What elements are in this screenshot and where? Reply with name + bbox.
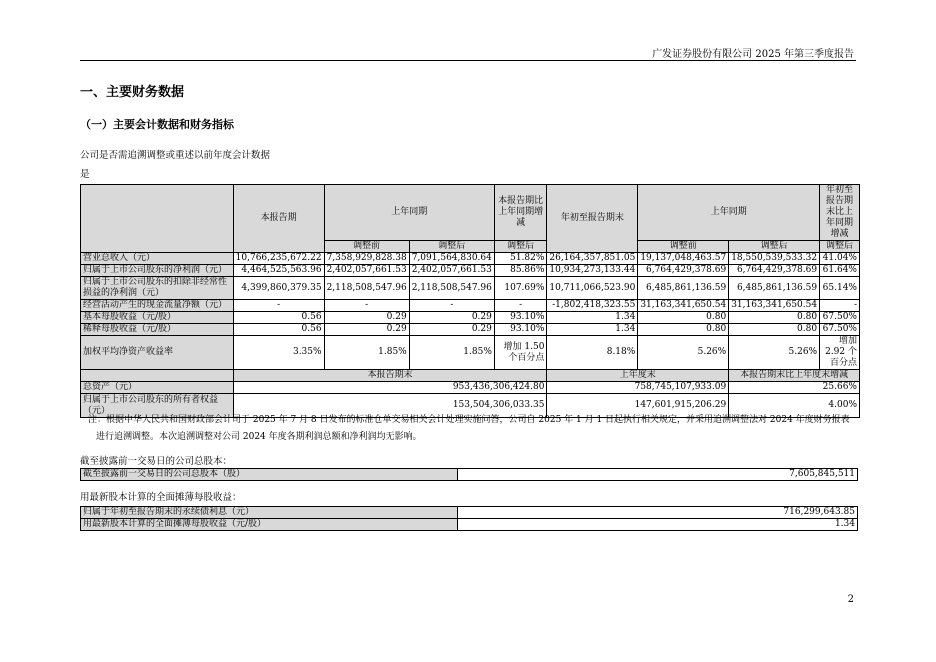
restatement-note: 注：根据中华人民共和国财政部会计司于 2025 年 7 月 8 日发布的标准仓单交易相关会计处理实施问答，公司自 2025 年 1 月 1 日起执行相关规定，并采用追溯调整法对 2024 年度财务报表进行追溯调整。本次追溯调整对公司 2024 年度各期利润总额和净利润均无影响。: [88, 415, 850, 442]
col-prev-period: 上年同期: [324, 185, 494, 241]
restatement-question: 公司是否需追溯调整或重述以前年度会计数据: [80, 150, 271, 161]
cell: -: [820, 300, 860, 312]
col-prev-ytd: 上年同期: [638, 185, 820, 241]
cell: 26,164,357,851.05: [547, 253, 638, 265]
share-capital-table: [80, 468, 858, 481]
table-row: [81, 382, 860, 394]
cell: -: [233, 300, 324, 312]
cell: 41.04%: [820, 253, 860, 265]
col-adj: 调整后: [494, 241, 547, 253]
section-title: 一、主要财务数据: [80, 85, 185, 100]
subsection-title: （一）主要会计数据和财务指标: [80, 118, 234, 131]
cell: 6,764,429,378.69: [638, 265, 729, 277]
cell: 85.86%: [494, 265, 547, 277]
table-row: [81, 277, 860, 300]
cell: 1.34: [547, 324, 638, 336]
cell: 0.80: [638, 312, 729, 324]
cell: 1.34: [547, 312, 638, 324]
col-ytd: 年初至报告期末: [547, 185, 638, 253]
table-row: [81, 312, 860, 324]
eps-intro: 用最新股本计算的全面摊薄每股收益：: [80, 492, 242, 503]
header-blank: [81, 185, 234, 253]
cell: 4.00%: [729, 394, 860, 418]
table-row: [81, 265, 860, 277]
shares-label: 截至披露前一交易日的公司总股本（股）: [81, 469, 458, 481]
cell: 1.85%: [324, 336, 409, 370]
header-rule: [80, 60, 856, 61]
col-ytd-change: 年初至报告期末比上年同期增减: [820, 185, 860, 241]
cell: 10,934,273,133.44: [547, 265, 638, 277]
cell: 4,464,525,563.96: [233, 265, 324, 277]
cell: 716,299,643.85: [458, 507, 858, 519]
shares-value: 7,605,845,511: [458, 469, 858, 481]
cell: 0.56: [233, 324, 324, 336]
cell: 25.66%: [729, 382, 860, 394]
row-label: 基本每股收益（元/股）: [81, 312, 234, 324]
row-label: 经营活动产生的现金流量净额（元）: [81, 300, 234, 312]
cell: 1.85%: [409, 336, 494, 370]
cell: 4,399,860,379.35: [233, 277, 324, 300]
table-row: [81, 324, 860, 336]
page-number: 2: [847, 594, 854, 605]
cell: 2,118,508,547.96: [324, 277, 409, 300]
page-header: 广发证券股份有限公司 2025 年第三季度报告: [652, 49, 854, 60]
col-before-adj-2: 调整前: [638, 241, 729, 253]
table-row: [81, 519, 858, 531]
row-label: 总资产（元）: [81, 382, 234, 394]
cell: 0.29: [324, 324, 409, 336]
row-label: 用最新股本计算的全面摊薄每股收益（元/股）: [81, 519, 458, 531]
cell: 93.10%: [494, 312, 547, 324]
cell: 93.10%: [494, 324, 547, 336]
header-blank: [81, 370, 234, 382]
cell: 953,436,306,424.80: [233, 382, 547, 394]
cell: 31,163,341,650.54: [638, 300, 729, 312]
cell: 67.50%: [820, 324, 860, 336]
cell: 67.50%: [820, 312, 860, 324]
cell: 31,163,341,650.54: [729, 300, 820, 312]
cell: 6,485,861,136.59: [638, 277, 729, 300]
cell: 6,764,429,378.69: [729, 265, 820, 277]
cell: 0.80: [729, 324, 820, 336]
row-label: 归属于年初至报告期末的永续债利息（元）: [81, 507, 458, 519]
col-end-change: 本报告期末比上年度末增减: [729, 370, 860, 382]
cell: 0.80: [638, 324, 729, 336]
cell: 0.56: [233, 312, 324, 324]
col-period-end: 本报告期末: [233, 370, 547, 382]
cell: 0.80: [729, 312, 820, 324]
row-label: 归属于上市公司股东的扣除非经常性损益的净利润（元）: [81, 277, 234, 300]
col-current-period: 本报告期: [233, 185, 324, 253]
col-year-end: 上年度末: [547, 370, 729, 382]
table-row: [81, 469, 858, 481]
cell: 18,550,539,533.32: [729, 253, 820, 265]
cell: 2,118,508,547.96: [409, 277, 494, 300]
col-adj-2: 调整后: [820, 241, 860, 253]
row-label: 归属于上市公司股东的所有者权益（元）: [81, 394, 234, 418]
cell: -: [409, 300, 494, 312]
cell: 107.69%: [494, 277, 547, 300]
col-after-adj-2: 调整后: [729, 241, 820, 253]
cell: 5.26%: [729, 336, 820, 370]
cell: 10,711,066,523.90: [547, 277, 638, 300]
cell: 8.18%: [547, 336, 638, 370]
cell: 10,766,235,672.22: [233, 253, 324, 265]
shares-intro: 截至披露前一交易日的公司总股本：: [80, 456, 233, 467]
row-label: 稀释每股收益（元/股）: [81, 324, 234, 336]
row-label: 加权平均净资产收益率: [81, 336, 234, 370]
table-row: [81, 253, 860, 265]
row-label: 归属于上市公司股东的净利润（元）: [81, 265, 234, 277]
cell: 7,091,564,830.64: [409, 253, 494, 265]
table-row: [81, 300, 860, 312]
cell: 增加 1.50 个百分点: [494, 336, 547, 370]
col-period-change: 本报告期比上年同期增减: [494, 185, 547, 241]
cell: 147,601,915,206.29: [547, 394, 729, 418]
cell: 2,402,057,661.53: [324, 265, 409, 277]
cell: 0.29: [409, 324, 494, 336]
cell: 7,358,929,828.38: [324, 253, 409, 265]
cell: 0.29: [324, 312, 409, 324]
cell: -1,802,418,323.55: [547, 300, 638, 312]
row-label: 营业总收入（元）: [81, 253, 234, 265]
table-row: [81, 336, 860, 370]
diluted-eps-table: [80, 506, 858, 531]
cell: 1.34: [458, 519, 858, 531]
cell: -: [494, 300, 547, 312]
cell: 19,137,048,463.57: [638, 253, 729, 265]
cell: 5.26%: [638, 336, 729, 370]
cell: -: [324, 300, 409, 312]
cell: 0.29: [409, 312, 494, 324]
cell: 153,504,306,033.35: [233, 394, 547, 418]
restatement-answer: 是: [80, 169, 90, 180]
cell: 增加 2.92 个百分点: [820, 336, 860, 370]
col-before-adj: 调整前: [324, 241, 409, 253]
cell: 758,745,107,933.09: [547, 382, 729, 394]
table-row: [81, 507, 858, 519]
cell: 6,485,861,136.59: [729, 277, 820, 300]
cell: 3.35%: [233, 336, 324, 370]
cell: 2,402,057,661.53: [409, 265, 494, 277]
cell: 61.64%: [820, 265, 860, 277]
financial-data-table: [80, 184, 860, 418]
cell: 51.82%: [494, 253, 547, 265]
col-after-adj: 调整后: [409, 241, 494, 253]
cell: 65.14%: [820, 277, 860, 300]
